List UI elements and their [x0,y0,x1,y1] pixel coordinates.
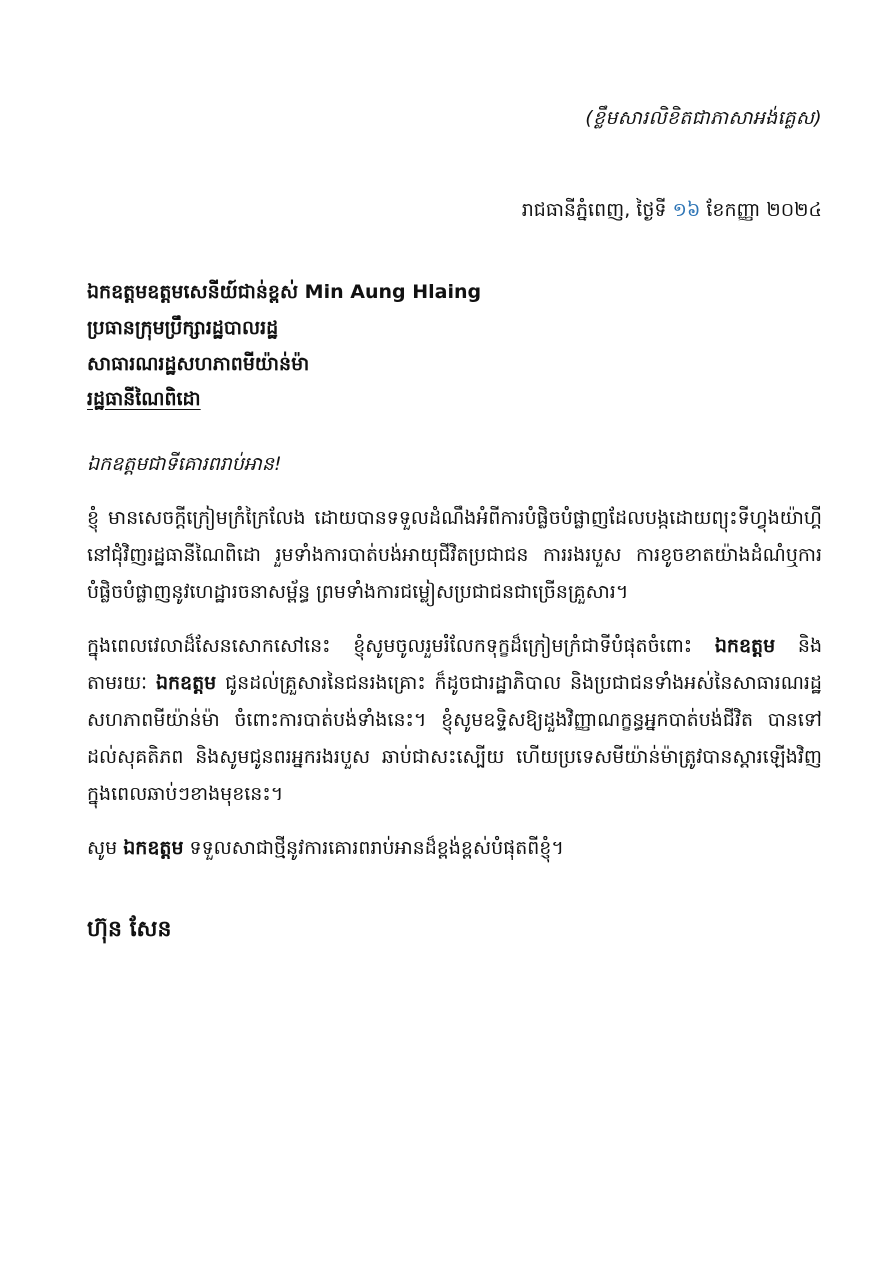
recipient-name: ឯកឧត្តមឧត្តមសេនីយ៍ជាន់ខ្ពស់ Min Aung Hlaing [87,281,482,304]
salutation: ឯកឧត្តមជាទីគោរពរាប់អាន! [87,452,282,475]
paragraph2-segment: ក្នុងពេលវេលាដ៏សែនសោកសៅនេះ ខ្ញុំសូមចូលរួមរំលែកទុក្ខដ៏ក្រៀមក្រំជាទីបំផុតចំពោះ [87,635,715,658]
recipient-country: សាធារណរដ្ឋសហភាពមីយ៉ាន់ម៉ា [87,352,310,375]
body-paragraph-1: ខ្ញុំ មានសេចក្តីក្រៀមក្រំក្រៃលែង ដោយបានទទួលដំណឹងអំពីការបំផ្លិចបំផ្លាញដែលបង្កដោយព្យុះទីហ្វុងយ៉ាហ្គី នៅជុំវិញរដ្ឋធានីណៃពិដោ រួមទាំងការបាត់បង់អាយុជីវិតប្រជាជន ការរងរបួស ការខូចខាតយ៉ាងដំណំឬការបំផ្លិចបំផ្លាញនូវហេដ្ឋារចនាសម្ព័ន្ធ ព្រមទាំងការជម្លៀសប្រជាជនជាច្រើនគ្រួសារ។ [87,507,822,604]
language-note: (ខ្លឹមសារលិខិតជាភាសាអង់គ្លេស) [585,107,822,129]
closing-segment: ទទួលសាជាថ្មីនូវការគោរពរាប់អានដ៏ខ្ពង់ខ្ពស់បំផុតពីខ្ញុំ។ [183,837,564,860]
closing-line [87,830,822,867]
recipient-city: រដ្ឋធានីណៃពិដោ [87,388,201,411]
dateline [87,192,822,229]
paragraph2-segment: និងតាមរយៈ [87,635,822,695]
dateline-suffix: ខែកញ្ញា ២០២៤ [700,199,822,222]
dateline-prefix: រាជធានីភ្នំពេញ, ថ្ងៃទី [521,199,673,222]
dateline-day: ១៦ [672,199,701,222]
closing-honorific: ឯកឧត្តម [123,837,184,860]
signature-name: ហ៊ុន សែន [87,917,172,943]
recipient-block [87,275,822,418]
paragraph2-honorific: ឯកឧត្តម [155,672,217,695]
closing-segment: សូម [87,837,124,860]
recipient-title: ប្រធានក្រុមប្រឹក្សារដ្ឋបាលរដ្ឋ [87,316,279,339]
paragraph2-segment: ជូនដល់គ្រួសារនៃជនរងគ្រោះ ក៏ដូចជារដ្ឋាភិបាល និងប្រជាជនទាំងអស់នៃសាធារណរដ្ឋសហភាពមីយ៉ាន់ម៉ា ចំពោះការបាត់បង់ទាំងនេះ។ ខ្ញុំសូមឧទ្ទិសឱ្យដួងវិញ្ញាណក្ខន្ធអ្នកបាត់បង់ជីវិត បានទៅដល់សុគតិភព និងសូមជូនពរអ្នករងរបួស ឆាប់ជាសះស្បើយ ហើយប្រទេសមីយ៉ាន់ម៉ាត្រូវបានស្តារឡើងវិញក្នុងពេលឆាប់ៗខាងមុខនេះ។ [87,672,822,806]
paragraph2-honorific: ឯកឧត្តម [714,635,776,658]
body-paragraph-2 [87,628,822,813]
